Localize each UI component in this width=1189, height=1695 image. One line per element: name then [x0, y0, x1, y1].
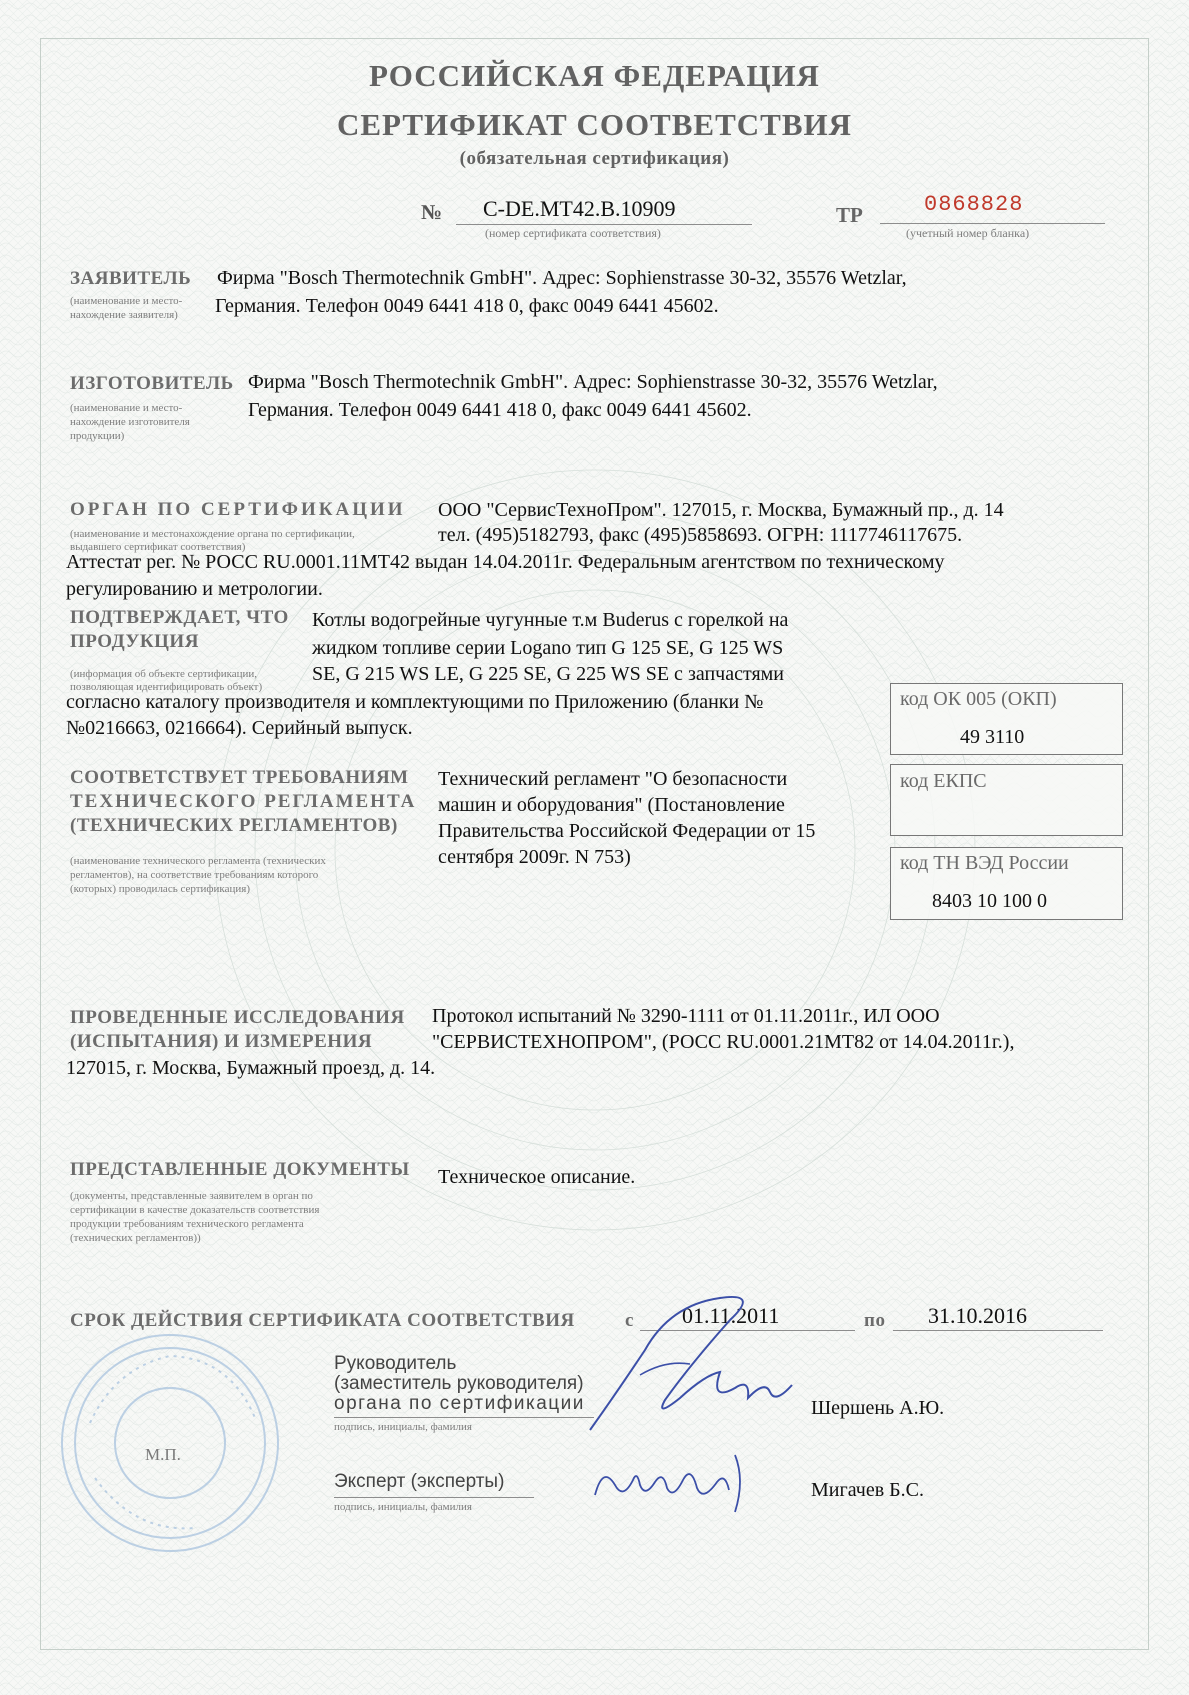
expert-signature-caption: подпись, инициалы, фамилия: [334, 1501, 472, 1513]
tnved-code-value: 8403 10 100 0: [932, 890, 1047, 912]
certificate-title: СЕРТИФИКАТ СООТВЕТСТВИЯ: [336, 107, 853, 142]
expert-signature-underline: [334, 1497, 534, 1498]
regulation-caption-3: (которых) проводилась сертификация): [70, 883, 250, 895]
regulation-text-3: Правительства Российской Федерации от 15: [438, 820, 816, 842]
certificate-subtitle: (обязательная сертификация): [459, 148, 730, 169]
certificate-number-underline: [456, 224, 752, 225]
organ-caption-2: выдавшего сертификат соответствия): [70, 541, 246, 553]
product-text-4: согласно каталогу производителя и комплектующими по Приложению (бланки №: [66, 691, 764, 713]
manufacturer-caption-1: (наименование и место-: [70, 402, 183, 414]
number-sign: №: [421, 200, 443, 224]
okp-code-label: код ОК 005 (ОКП): [900, 688, 1057, 710]
manufacturer-text-1: Фирма "Bosch Thermotechnik GmbH". Адрес: Sophienstrasse 30-32, 35576 Wetzlar,: [248, 371, 938, 393]
product-label-1: ПОДТВЕРЖДАЕТ, ЧТО: [70, 607, 289, 628]
head-title-1: Руководитель: [334, 1353, 457, 1374]
applicant-label: ЗАЯВИТЕЛЬ: [70, 268, 192, 289]
manufacturer-caption-2: нахождение изготовителя: [70, 416, 190, 428]
expert-signature: [585, 1440, 760, 1520]
documents-caption-1: (документы, представленные заявителем в орган по: [70, 1190, 313, 1202]
regulation-caption-1: (наименование технического регламента (технических: [70, 855, 326, 867]
documents-caption-3: продукции требованиям технического регламента: [70, 1218, 304, 1230]
regulation-label-2: ТЕХНИЧЕСКОГО РЕГЛАМЕНТА: [70, 791, 417, 812]
product-label-2: ПРОДУКЦИЯ: [70, 631, 199, 652]
tp-label: ТР: [836, 203, 863, 227]
head-signature-underline: [334, 1417, 594, 1418]
applicant-caption-2: нахождение заявителя): [70, 309, 178, 321]
validity-label: СРОК ДЕЙСТВИЯ СЕРТИФИКАТА СООТВЕТСТВИЯ: [70, 1310, 575, 1331]
regulation-text-1: Технический регламент "О безопасности: [438, 768, 788, 790]
certificate-number: C-DE.MT42.B.10909: [483, 196, 676, 221]
blank-number-underline: [880, 223, 1105, 224]
organ-caption-1: (наименование и местонахождение органа по сертификации,: [70, 528, 355, 540]
validity-to-label: по: [864, 1310, 886, 1331]
tests-label-2: (ИСПЫТАНИЯ) И ИЗМЕРЕНИЯ: [70, 1031, 373, 1052]
documents-caption-2: сертификации в качестве доказательств соответствия: [70, 1204, 320, 1216]
tests-label-1: ПРОВЕДЕННЫЕ ИССЛЕДОВАНИЯ: [70, 1007, 405, 1028]
head-title-2: (заместитель руководителя): [334, 1373, 584, 1394]
documents-text: Техническое описание.: [438, 1166, 636, 1188]
applicant-text-1: Фирма "Bosch Thermotechnik GmbH". Адрес: Sophienstrasse 30-32, 35576 Wetzlar,: [217, 267, 907, 289]
blank-number: 0868828: [924, 192, 1024, 217]
regulation-text-2: машин и оборудования" (Постановление: [438, 794, 785, 816]
head-signature-caption: подпись, инициалы, фамилия: [334, 1421, 472, 1433]
product-text-3: SE, G 215 WS LE, G 225 SE, G 225 WS SE с запчастями: [312, 663, 785, 685]
country-title: РОССИЙСКАЯ ФЕДЕРАЦИЯ: [369, 58, 820, 93]
regulation-label-1: СООТВЕТСТВУЕТ ТРЕБОВАНИЯМ: [70, 767, 409, 788]
ekps-code-label: код ЕКПС: [900, 770, 987, 792]
organ-text-4: регулированию и метрологии.: [66, 578, 323, 600]
applicant-caption-1: (наименование и место-: [70, 295, 183, 307]
stamp-label: М.П.: [145, 1445, 181, 1464]
manufacturer-caption-3: продукции): [70, 430, 125, 442]
regulation-text-4: сентября 2009г. N 753): [438, 846, 631, 868]
tests-text-1: Протокол испытаний № 3290-1111 от 01.11.2011г., ИЛ ООО: [432, 1005, 940, 1027]
head-title-3: органа по сертификации: [334, 1393, 585, 1414]
product-text-1: Котлы водогрейные чугунные т.м Buderus с горелкой на: [312, 609, 789, 631]
seal-stamp: [55, 1328, 285, 1558]
applicant-text-2: Германия. Телефон 0049 6441 418 0, факс 0049 6441 45602.: [215, 295, 719, 317]
manufacturer-label: ИЗГОТОВИТЕЛЬ: [70, 373, 234, 394]
documents-caption-4: (технических регламентов)): [70, 1232, 201, 1244]
product-caption-1: (информация об объекте сертификации,: [70, 668, 258, 680]
organ-text-3: Аттестат рег. № РОСС RU.0001.11MT42 выдан 14.04.2011г. Федеральным агентством по техническому: [66, 551, 945, 573]
validity-to-underline: [893, 1330, 1103, 1331]
okp-code-value: 49 3110: [960, 726, 1025, 748]
expert-title: Эксперт (эксперты): [334, 1471, 505, 1492]
regulation-caption-2: регламентов), на соответствие требованиям которого: [70, 869, 319, 881]
expert-name: Мигачев Б.С.: [811, 1479, 924, 1501]
organ-text-2: тел. (495)5182793, факс (495)5858693. ОГРН: 1117746117675.: [438, 524, 963, 546]
manufacturer-text-2: Германия. Телефон 0049 6441 418 0, факс 0049 6441 45602.: [248, 399, 752, 421]
product-text-2: жидком топливе серии Logano тип G 125 SE, G 125 WS: [312, 637, 784, 659]
validity-from-label: с: [625, 1310, 634, 1331]
head-signature: [570, 1280, 820, 1450]
tnved-code-label: код ТН ВЭД России: [900, 852, 1069, 874]
validity-from-date: 01.11.2011: [682, 1303, 780, 1328]
blank-number-caption: (учетный номер бланка): [906, 226, 1030, 240]
tests-text-3: 127015, г. Москва, Бумажный проезд, д. 14.: [66, 1057, 436, 1079]
organ-text-1: ООО "СервисТехноПром". 127015, г. Москва, Бумажный пр., д. 14: [438, 499, 1004, 521]
tests-text-2: "СЕРВИСТЕХНОПРОМ", (РОСС RU.0001.21MT82 от 14.04.2011г.),: [432, 1031, 1015, 1053]
product-caption-2: позволяющая идентифицировать объект): [70, 681, 263, 693]
head-name: Шершень А.Ю.: [811, 1397, 945, 1419]
documents-label: ПРЕДСТАВЛЕННЫЕ ДОКУМЕНТЫ: [70, 1159, 410, 1180]
certificate-number-caption: (номер сертификата соответствия): [485, 226, 661, 240]
validity-to-date: 31.10.2016: [928, 1303, 1027, 1328]
regulation-label-3: (ТЕХНИЧЕСКИХ РЕГЛАМЕНТОВ): [70, 815, 398, 836]
product-text-5: №0216663, 0216664). Серийный выпуск.: [66, 717, 413, 739]
organ-label: ОРГАН ПО СЕРТИФИКАЦИИ: [70, 499, 406, 520]
